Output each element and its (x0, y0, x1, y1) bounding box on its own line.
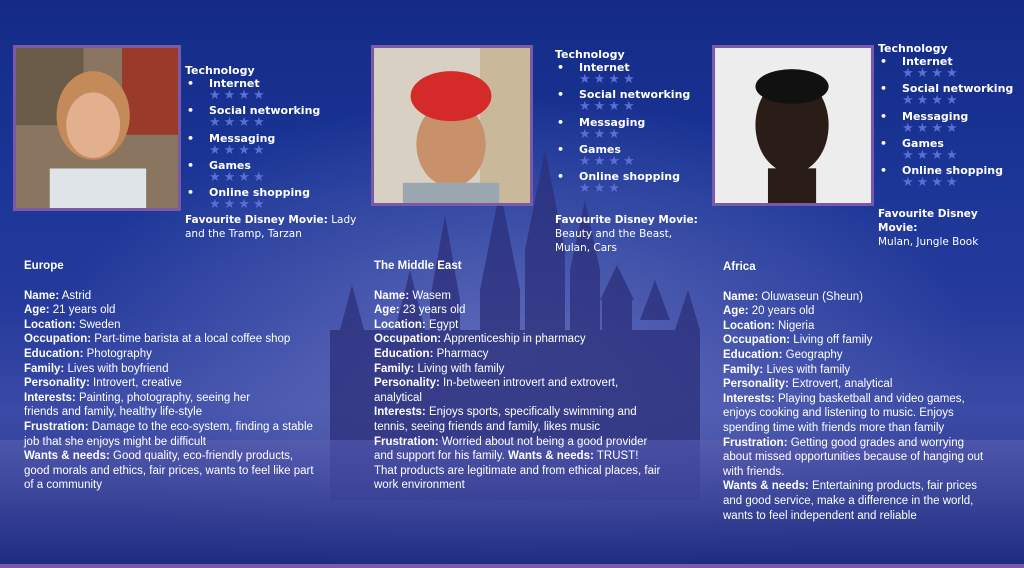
rating-stars: ★★★★ (209, 142, 268, 158)
tech-item-messaging: • Messaging ★★★ (557, 115, 646, 142)
tech-label: Social networking (902, 82, 1014, 96)
tech-item-online-shopping: • Online shopping ★★★ (557, 170, 681, 197)
technology-list (555, 61, 715, 197)
woman-portrait-image (16, 48, 178, 208)
field-personality: Personality: Extrovert, analytical (723, 378, 893, 391)
tech-label: Messaging (209, 131, 276, 145)
movie-value: Lady and the Tramp, Tarzan (185, 214, 357, 240)
movie-label: Favourite Disney Movie: (555, 214, 698, 226)
tech-item-internet: • Internet ★★★★ (880, 55, 961, 81)
region-heading: The Middle East (374, 260, 462, 272)
movie-label: Favourite Disney Movie: (878, 208, 978, 234)
tech-item-games: • Games ★★★★ (880, 136, 961, 163)
rating-stars: ★★★ (579, 126, 623, 142)
rating-stars: ★★★★ (579, 99, 638, 115)
tech-label: Social networking (209, 104, 321, 118)
field-age: Age: 21 years old (24, 304, 116, 317)
tech-item-messaging: • Messaging ★★★★ (880, 109, 969, 136)
tech-label: Online shopping (579, 170, 681, 184)
tech-label: Internet (209, 77, 260, 90)
region-heading: Africa (723, 261, 756, 273)
rating-stars: ★★★★ (209, 88, 268, 103)
field-name: Name: Astrid (24, 289, 92, 302)
technology-list (878, 55, 1018, 191)
field-personality: Personality: In-between introvert and extrovert, analytical (374, 377, 619, 404)
rating-stars: ★★★★ (579, 72, 638, 87)
favourite-movie-africa (878, 207, 1020, 249)
man-portrait-image (715, 48, 871, 203)
rating-stars: ★★★★ (902, 93, 961, 109)
tech-label: Messaging (902, 109, 969, 123)
field-family: Family: Lives with boyfriend (24, 362, 169, 375)
tech-item-social-networking: • Social networking ★★★★ (880, 82, 1014, 109)
field-location: Location: Nigeria (723, 319, 815, 332)
rating-stars: ★★★★ (209, 169, 268, 185)
field-wants-needs: Wants & needs: Entertaining products, fair prices and good service, make a difference in the world, wants to feel independent and reliable (723, 480, 977, 522)
field-frustration-wants: Frustration: Worried about not being a good provider and support for his family. Wants & needs: TRUST! That products are legitimate and from ethical places, fair work environment (374, 435, 661, 492)
persona-details-africa (723, 260, 993, 523)
field-occupation: Occupation: Apprenticeship in pharmacy (374, 333, 586, 346)
tech-label: Internet (902, 55, 953, 68)
technology-heading: Technology (185, 64, 255, 77)
technology-list (185, 77, 345, 213)
field-interests: Interests: Painting, photography, seeing her friends and family, healthy life-style (24, 391, 251, 419)
field-age: Age: 23 years old (374, 304, 466, 317)
field-name: Name: Wasem (374, 289, 451, 302)
rating-stars: ★★★★ (902, 120, 961, 136)
movie-label: Favourite Disney Movie: (185, 214, 328, 226)
movie-value: Mulan, Jungle Book (878, 236, 979, 248)
tech-label: Online shopping (209, 186, 311, 200)
rating-stars: ★★★ (579, 181, 623, 197)
field-name: Name: Oluwaseun (Sheun) (723, 290, 864, 303)
field-location: Location: Sweden (24, 318, 121, 331)
rating-stars: ★★★★ (902, 175, 961, 191)
technology-section-europe (185, 64, 345, 213)
field-family: Family: Living with family (374, 362, 505, 375)
persona-photo-africa (712, 45, 874, 206)
technology-section-middle-east (555, 48, 715, 197)
field-location: Location: Egypt (374, 318, 459, 331)
tech-item-messaging: • Messaging ★★★★ (187, 131, 276, 158)
tech-label: Games (579, 142, 621, 156)
rating-stars: ★★★★ (209, 115, 268, 131)
field-education: Education: Pharmacy (374, 347, 489, 360)
field-interests: Interests: Playing basketball and video games, enjoys cooking and listening to music. Enjoys spending time with friends more than family (723, 392, 965, 434)
tech-label: Internet (579, 61, 630, 74)
tech-item-social-networking: • Social networking ★★★★ (187, 104, 321, 131)
field-education: Education: Geography (723, 348, 843, 361)
persona-details-europe (24, 259, 324, 493)
rating-stars: ★★★★ (902, 66, 961, 81)
bottom-divider (0, 564, 1024, 568)
field-age: Age: 20 years old (723, 305, 815, 318)
tech-label: Games (209, 158, 251, 172)
technology-heading: Technology (555, 48, 625, 61)
tech-item-internet: • Internet ★★★★ (187, 77, 268, 103)
field-frustration: Frustration: Getting good grades and worrying about missed opportunities because of hanging out with friends. (723, 436, 984, 478)
persona-photo-middle-east (371, 45, 533, 206)
persona-photo-europe (13, 45, 181, 211)
field-occupation: Occupation: Living off family (723, 334, 873, 347)
field-education: Education: Photography (24, 347, 152, 360)
persona-details-middle-east (374, 259, 664, 493)
favourite-movie-middle-east (555, 213, 705, 255)
tech-label: Social networking (579, 88, 691, 102)
region-heading: Europe (24, 260, 64, 272)
field-frustration: Frustration: Damage to the eco-system, finding a stable job that she enjoys might be difficult (24, 420, 313, 448)
technology-section-africa (878, 42, 1018, 191)
technology-heading: Technology (878, 42, 948, 55)
field-occupation: Occupation: Part-time barista at a local coffee shop (24, 333, 291, 346)
tech-item-online-shopping: • Online shopping ★★★★ (187, 186, 311, 213)
tech-item-social-networking: • Social networking ★★★★ (557, 88, 691, 115)
rating-stars: ★★★★ (902, 147, 961, 163)
rating-stars: ★★★★ (579, 153, 638, 169)
field-wants-needs: Wants & needs: Good quality, eco-friendly products, good morals and ethics, fair prices, wants to feel like part of a community (24, 450, 314, 492)
field-personality: Personality: Introvert, creative (24, 377, 182, 390)
tech-item-internet: • Internet ★★★★ (557, 61, 638, 87)
tech-item-online-shopping: • Online shopping ★★★★ (880, 164, 1004, 191)
favourite-movie-europe (185, 213, 375, 241)
rating-stars: ★★★★ (209, 197, 268, 213)
movie-value: Beauty and the Beast, Mulan, Cars (555, 228, 673, 254)
tech-item-games: • Games ★★★★ (557, 142, 638, 169)
tech-label: Messaging (579, 115, 646, 129)
field-family: Family: Lives with family (723, 363, 851, 376)
tech-item-games: • Games ★★★★ (187, 158, 268, 185)
tech-label: Online shopping (902, 164, 1004, 178)
man-red-cap-portrait-image (374, 48, 530, 203)
field-interests: Interests: Enjoys sports, specifically swimming and tennis, seeing friends and family, likes music (374, 406, 637, 433)
tech-label: Games (902, 136, 944, 150)
